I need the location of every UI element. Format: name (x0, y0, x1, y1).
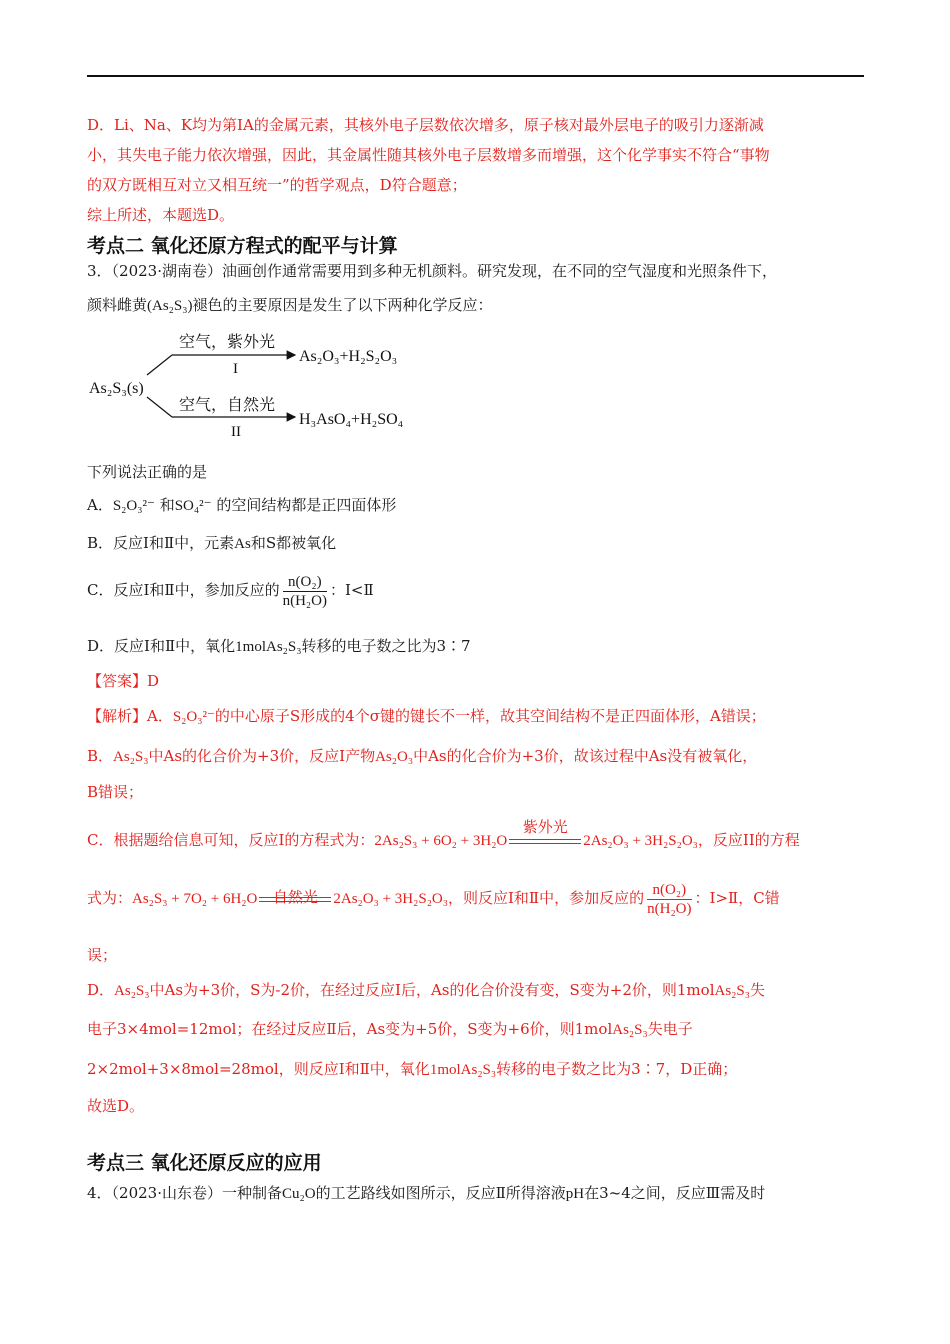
analysis-d-text-3: 失 (749, 981, 765, 999)
analysis-d-formula-4: 1molAs₂S₃ (429, 1062, 497, 1078)
q3-stem-line-1: 3．（2023·湖南卷）油画创作通常需要用到多种无机颜料。研究发现，在不同的空气湿度和光照条件下， (87, 262, 777, 280)
analysis-b-formula-1: As₂S₃ (113, 749, 149, 765)
analysis-b-text-3: 中As的化合价为+3价，故该过程中As没有被氧化， (413, 747, 758, 765)
q3-stem-text-a: 颜料雌黄 (87, 296, 148, 314)
option-a-label: A． (87, 496, 113, 514)
answer: 【答案】D (87, 672, 160, 690)
scheme-bottom-label: II (231, 424, 241, 440)
q4-text-c: 在3~4之间，反应Ⅲ需及时 (584, 1184, 766, 1202)
formula-s2o3: S₂O₃²⁻ (112, 498, 155, 514)
analysis-a (87, 706, 766, 727)
analysis-c-fraction (647, 881, 691, 918)
analysis-b-line-2: B错误； (87, 783, 144, 801)
q3-option-c (87, 568, 374, 612)
option-c-fraction (283, 573, 327, 610)
formula-as: As (234, 536, 251, 552)
conclusion-line: 综上所述，本题选D。 (87, 206, 235, 224)
q3-formula-as2s3: (As₂S₃) (147, 298, 193, 314)
analysis-d-formula-3: As₂S₃ (612, 1022, 648, 1038)
analysis-c-text-3: 式为： (87, 889, 133, 907)
analysis-b-formula-2: As₂O₃ (375, 749, 414, 765)
scheme-reactant: As₂S₃(s) (89, 380, 144, 397)
option-a-text: 的空间结构都是正四面体形 (216, 496, 397, 514)
option-b-text-2: 和S都被氧化 (250, 534, 337, 552)
formula-1mol-as2s3: 1molAs₂S₃ (235, 639, 302, 655)
analysis-b-text-2: 中As的化合价为+3价，反应Ⅰ产物 (148, 747, 376, 765)
analysis-c-line-3: 误； (87, 946, 118, 964)
equation-2-arrow (259, 888, 331, 906)
analysis-d-formula-2: As₂S₃ (714, 983, 750, 999)
analysis-d-line-1 (87, 980, 765, 1001)
scheme-top-label: I (233, 361, 238, 377)
analysis-a-text-2: 的中心原子S形成的4个σ键的键长不一样，故其空间结构不是正四面体形，A错误； (214, 707, 766, 725)
analysis-b-text-1: B． (87, 747, 114, 765)
q3-stem-text-b: 褪色的主要原因是发生了以下两种化学反应： (192, 296, 493, 314)
equals-bars (509, 839, 581, 844)
scheme-bottom-condition: 空气，自然光 (179, 397, 276, 414)
q4-stem (87, 1183, 765, 1204)
option-d-text-2: 转移的电子数之比为3∶7 (301, 637, 471, 655)
equals-bars (259, 897, 331, 902)
analysis-d-text-4: 电子3×4mol=12mol；在经过反应Ⅱ后，As变为+5价，S变为+6价，则1mol (87, 1020, 613, 1038)
analysis-d-text-6: 2×2mol+3×8mol=28mol，则反应Ⅰ和Ⅱ中，氧化 (87, 1060, 430, 1078)
q4-text-a: 4．（2023·山东卷）一种制备 (87, 1184, 282, 1202)
formula-cu2o: Cu₂O (282, 1186, 316, 1202)
scheme-top-branch (147, 355, 172, 375)
analysis-c-line-1 (87, 818, 800, 851)
d-explanation-line-2: 小，其失电子能力依次增强，因此，其金属性随其核外电子层数增多而增强，这个化学事实不符合“事物 (87, 146, 770, 164)
analysis-c-text-5: ：Ⅰ>Ⅱ，C错 (694, 889, 780, 907)
q3-stem-line-2 (87, 295, 493, 316)
scheme-bottom-product: H₃AsO₄+H₂SO₄ (299, 411, 404, 428)
option-c-text-1: C．反应Ⅰ和Ⅱ中，参加反应的 (87, 581, 280, 599)
equation-1-left: 2As₂S₃ + 6O₂ + 3H₂O (374, 833, 508, 849)
d-explanation-line-1: D．Li、Na、K均为第ⅠA的金属元素，其核外电子层数依次增多，原子核对最外层电子的吸引力逐渐减 (87, 116, 764, 134)
scheme-top-condition: 空气，紫外光 (179, 334, 276, 351)
equation-2-condition: 自然光 (272, 888, 318, 906)
analysis-a-text-1: 【解析】A． (87, 707, 173, 725)
equation-1-condition: 紫外光 (522, 818, 568, 836)
q3-option-b (87, 533, 336, 554)
q3-option-a (87, 495, 396, 516)
scheme-top-product: As₂O₃+H₂S₂O₃ (299, 348, 398, 365)
option-b-text-1: B．反应Ⅰ和Ⅱ中，元素 (87, 534, 235, 552)
option-d-text-1: D．反应Ⅰ和Ⅱ中，氧化 (87, 637, 236, 655)
fraction-denominator: n(H₂O) (647, 900, 692, 917)
equation-1-right: 2As₂O₃ + 3H₂S₂O₃ (583, 833, 698, 849)
q3-question: 下列说法正确的是 (87, 463, 208, 481)
analysis-d-text-7: 转移的电子数之比为3∶7，D正确； (496, 1060, 738, 1078)
fraction-numerator: n(O₂) (647, 881, 691, 900)
option-a-and: 和 (159, 496, 175, 514)
analysis-a-formula: S₂O₃²⁻ (172, 709, 215, 725)
fraction-denominator: n(H₂O) (282, 592, 327, 609)
analysis-d-text-2: 中As为+3价，S为-2价，在经过反应Ⅰ后，As的化合价没有变，S变为+2价，则1mol (149, 981, 715, 999)
q4-text-b: 的工艺路线如图所示，反应Ⅱ所得溶液 (315, 1184, 566, 1202)
analysis-d-line-3 (87, 1059, 737, 1080)
section-2-title: 考点二 氧化还原方程式的配平与计算 (87, 235, 398, 257)
analysis-d-text-1: D． (87, 981, 115, 999)
formula-so4: SO₄²⁻ (174, 498, 212, 514)
analysis-c-text-4: ，则反应Ⅰ和Ⅱ中，参加反应的 (448, 889, 645, 907)
analysis-c-text-1: C．根据题给信息可知，反应I的方程式为： (87, 831, 375, 849)
analysis-c-line-2 (87, 876, 780, 921)
equation-2-left: As₂S₃ + 7O₂ + 6H₂O (132, 891, 258, 907)
q3-option-d (87, 636, 471, 657)
equation-1-arrow (509, 818, 581, 847)
formula-ph: pH (565, 1186, 585, 1202)
analysis-conclusion: 故选D。 (87, 1097, 145, 1115)
section-3-title: 考点三 氧化还原反应的应用 (87, 1152, 322, 1174)
scheme-bottom-branch (147, 397, 172, 417)
header-rule (87, 75, 864, 77)
analysis-d-text-5: 失电子 (647, 1020, 693, 1038)
reaction-scheme (87, 325, 427, 440)
analysis-d-formula-1: As₂S₃ (114, 983, 150, 999)
analysis-d-line-2 (87, 1019, 693, 1040)
analysis-b (87, 746, 757, 767)
option-c-text-2: ：Ⅰ<Ⅱ (330, 581, 374, 599)
d-explanation-line-3: 的双方既相互对立又相互统一”的哲学观点，D符合题意； (87, 176, 467, 194)
analysis-c-text-2: ，反应II的方程 (697, 831, 800, 849)
equation-2-right: 2As₂O₃ + 3H₂S₂O₃ (333, 891, 448, 907)
fraction-numerator: n(O₂) (283, 573, 327, 592)
